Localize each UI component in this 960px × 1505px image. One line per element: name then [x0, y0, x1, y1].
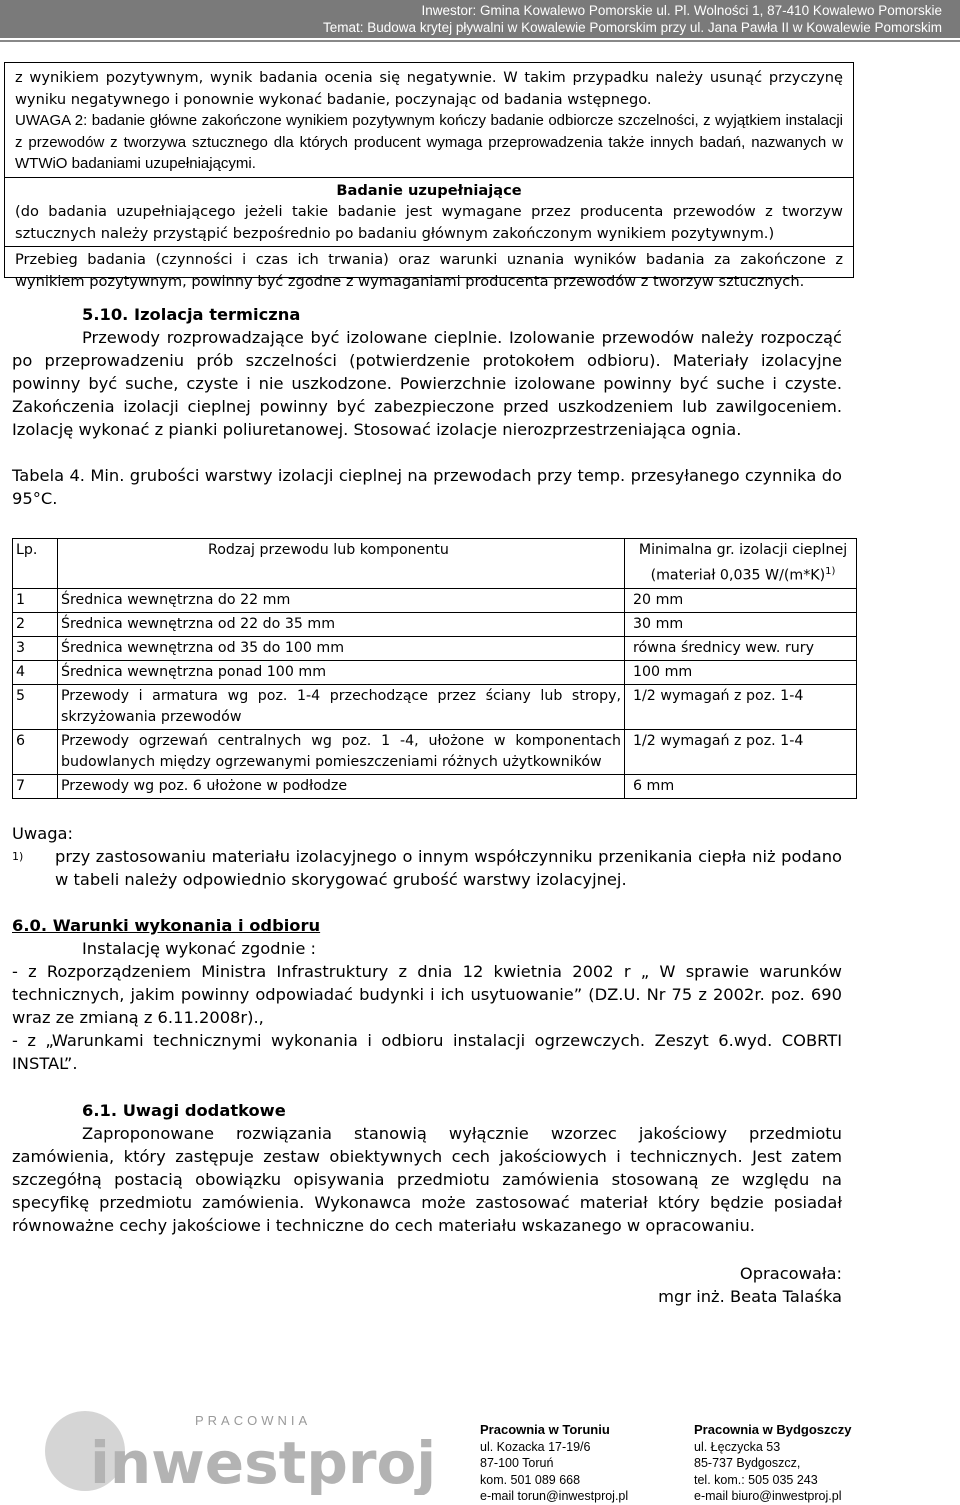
- header-topic: Temat: Budowa krytej pływalni w Kowalewie Pomorskim przy ul. Jana Pawła II w Kowalewie Pomorskim: [323, 20, 942, 35]
- note-mark: 1): [12, 850, 24, 863]
- signature-label: Opracowała:: [739, 1264, 842, 1283]
- table-row: 4 Średnica wewnętrzna ponad 100 mm 100 mm: [13, 660, 857, 684]
- section-title: 6.1. Uwagi dodatkowe: [82, 1101, 286, 1120]
- section-title: 5.10. Izolacja termiczna: [82, 305, 301, 324]
- table-row: 1 Średnica wewnętrzna do 22 mm 20 mm: [13, 588, 857, 612]
- signature-name: mgr inż. Beata Talaśka: [658, 1287, 842, 1306]
- section-6-1: [12, 1099, 842, 1237]
- note-label: Uwaga:: [12, 824, 74, 843]
- section-5-10: [12, 303, 842, 510]
- inwestproj-logo: [40, 1405, 460, 1495]
- table-row: 3 Średnica wewnętrzna od 35 do 100 mm równa średnicy wew. rury: [13, 636, 857, 660]
- section-title: 6.0. Warunki wykonania i odbioru: [12, 916, 321, 935]
- footer-bydgoszcz: Pracownia w Bydgoszczy ul. Łęczycka 53 85-737 Bydgoszcz, tel. kom.: 505 035 243 e-mail biuro@inwestproj.pl: [694, 1422, 852, 1503]
- header-min: Minimalna gr. izolacji cieplnej (materiał 0,035 $W/(m*K)^{1)}$: [625, 539, 857, 589]
- header-type: Rodzaj przewodu lub komponentu: [58, 539, 625, 589]
- section-intro: Instalację wykonać zgodnie :: [82, 939, 317, 958]
- box-paragraph-4: Przebieg badania (czynności i czas ich trwania) oraz warunki uznania wyników badania za zakończone z wynikiem pozytywnym, powinny być zgodne z wymaganiami producenta przewodów z tworzyw sztucznych.: [15, 251, 843, 290]
- box-heading: Badanie uzupełniające: [336, 181, 522, 199]
- header-investor: Inwestor: Gmina Kowalewo Pomorskie ul. Pl. Wolności 1, 87-410 Kowalewo Pomorskie: [421, 3, 942, 18]
- table-header-row: [13, 539, 857, 589]
- table-caption: Tabela 4. Min. grubości warstwy izolacji cieplnej na przewodach przy temp. przesyłanego czynnika do 95°C.: [12, 466, 842, 508]
- section-body: Przewody rozprowadzające być izolowane cieplnie. Izolowanie przewodów należy rozpocząć po przeprowadzeniu prób szczelności (potwierdzenie protokołem odbioru). Materiały izolacyjne powinny być suche, czyste i nie uszkodzone. Powierzchnie izolowane powinny być suche i czyste. Zakończenia izolacji cieplnej powinny być zabezpieczone przed uszkodzeniem lub zawilgoceniem. Izolację wykonać z pianki poliuretanowej. Stosować izolacje nierozprzestrzeniająca ognia.: [12, 328, 842, 439]
- logo-small-text: PRACOWNIA: [195, 1413, 312, 1428]
- table-row: 7 Przewody wg poz. 6 ułożone w podłodze 6 mm: [13, 774, 857, 798]
- table-row: 6 Przewody ogrzewań centralnych wg poz. 1 -4, ułożone w komponentach budowlanych między ogrzewanymi pomieszczeniami różnych użytkowników 1/2 wymagań z poz. 1-4: [13, 729, 857, 774]
- section-body: Zaproponowane rozwiązania stanowią wyłącznie wzorzec jakościowy przedmiotu zamówienia, który zastępuje zestaw obiektywnych cech jakościowych i technicznych. Jest zatem szczegółną postacią obowiązku opisywania przedmiotu zamówienia stosowaną ze względu na specyfikę przedmiotu zamówienia. Wykonawca może zastosować materiał który będzie posiadał równoważne cechy jakościowe i techniczne do cech materiału wskazanego w opracowaniu.: [12, 1124, 842, 1235]
- footer-torun-email: e-mail torun@inwestproj.pl: [480, 1489, 629, 1503]
- footer-torun: Pracownia w Toruniu ul. Kozacka 17-19/6 87-100 Toruń kom. 501 089 668 e-mail torun@inwestproj.pl: [480, 1422, 629, 1503]
- table-row: 5 Przewody i armatura wg poz. 1-4 przechodzące przez ściany lub stropy, skrzyżowania przewodów 1/2 wymagań z poz. 1-4: [13, 684, 857, 729]
- box-paragraph-3: (do badania uzupełniającego jeżeli takie badanie jest wymagane przez producenta przewodów z tworzyw sztucznych należy przystąpić bezpośrednio po badaniu głównym zakończonym wynikiem pozytywnym.): [15, 203, 843, 242]
- logo-main-text: inwestproj: [90, 1429, 437, 1495]
- note-text: przy zastosowaniu materiału izolacyjnego o innym współczynniku przenikania ciepła niż podano w tabeli należy odpowiednio skorygować grubość warstwy izolacyjnej.: [55, 847, 842, 889]
- page-header: [0, 0, 960, 38]
- box-divider: [5, 177, 853, 178]
- insulation-table: [12, 538, 857, 799]
- footer-torun-title: Pracownia w Toruniu: [480, 1422, 610, 1437]
- footer-bydgoszcz-email: e-mail biuro@inwestproj.pl: [694, 1489, 842, 1503]
- regulation-item: - z „Warunkami technicznymi wykonania i odbioru instalacji ogrzewczych. Zeszyt 6.wyd. COBRTI INSTAL”.: [12, 1031, 842, 1073]
- box-paragraph-1: z wynikiem pozytywnym, wynik badania ocenia się negatywnie. W takim przypadku należy usunąć przyczynę wyniku negatywnego i ponownie wykonać badanie, poczynając od badania wstępnego.: [15, 69, 843, 108]
- box-divider: [5, 246, 853, 247]
- test-notes-box: [4, 62, 854, 290]
- section-6-0: [12, 914, 842, 1075]
- signature: [12, 1262, 842, 1308]
- box-paragraph-2: UWAGA 2: badanie główne zakończone wynikiem pozytywnym kończy badanie odbiorcze szczelności, z wyjątkiem instalacji z przewodów z tworzywa sztucznego dla których producent wymaga przeprowadzenia także innych badań, nazwanych w WTWiO badaniami uzupełniającymi.: [15, 112, 843, 172]
- table-note: [12, 822, 842, 891]
- regulation-item: - z Rozporządzeniem Ministra Infrastruktury z dnia 12 kwietnia 2002 r „ W sprawie warunków technicznych, jakim powinny odpowiadać budynki i ich usytuowanie” (DZ.U. Nr 75 z 2002r. poz. 690 wraz ze zmianą z 6.11.2008r).,: [12, 962, 842, 1027]
- table-row: 2 Średnica wewnętrzna od 22 do 35 mm 30 mm: [13, 612, 857, 636]
- header-lp: Lp.: [13, 539, 58, 589]
- header-divider: [0, 40, 960, 42]
- note-row: [12, 845, 842, 891]
- footer-bydgoszcz-title: Pracownia w Bydgoszczy: [694, 1422, 852, 1437]
